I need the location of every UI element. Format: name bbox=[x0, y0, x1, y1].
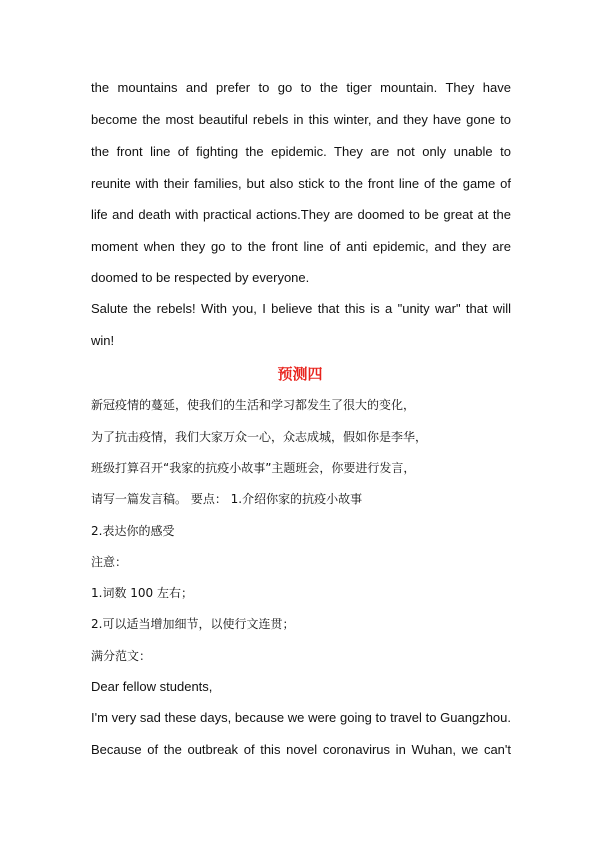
paragraph-line: doomed to be respected by everyone. bbox=[91, 270, 310, 285]
paragraph-line: win! bbox=[91, 333, 115, 348]
prompt-line: 2.可以适当增加细节，以使行文连贯； bbox=[91, 617, 295, 631]
section-heading: 预测四 bbox=[277, 365, 323, 383]
paragraph-line: life and death with practical actions.They are doomed to be great at the bbox=[91, 207, 511, 222]
essay-line: Dear fellow students, bbox=[91, 679, 213, 694]
prompt-line: 请写一篇发言稿。 要点： 1.介绍你家的抗疫小故事 bbox=[91, 492, 363, 506]
prompt-line: 新冠疫情的蔓延，使我们的生活和学习都发生了很大的变化， bbox=[91, 398, 416, 412]
prompt-line: 2.表达你的感受 bbox=[91, 524, 175, 538]
paragraph-line: Salute the rebels! With you, I believe that this is a "unity war" that will bbox=[91, 301, 511, 316]
paragraph-line: the front line of fighting the epidemic. They are not only unable to bbox=[91, 144, 511, 159]
essay-line: Because of the outbreak of this novel coronavirus in Wuhan, we can't bbox=[91, 742, 511, 757]
prompt-line: 为了抗击疫情，我们大家万众一心，众志成城，假如你是李华， bbox=[91, 430, 428, 444]
paragraph-line: the mountains and prefer to go to the tiger mountain. They have bbox=[91, 80, 511, 95]
prompt-line: 注意： bbox=[91, 555, 128, 569]
prompt-line: 1.词数 100 左右； bbox=[91, 586, 193, 600]
paragraph-line: moment when they go to the front line of anti epidemic, and they are bbox=[91, 239, 511, 254]
paragraph-line: reunite with their families, but also stick to the front line of the game of bbox=[91, 176, 511, 191]
paragraph-line: become the most beautiful rebels in this winter, and they have gone to bbox=[91, 112, 511, 127]
prompt-line: 班级打算召开“我家的抗疫小故事”主题班会，你要进行发言， bbox=[91, 461, 416, 475]
prompt-line: 满分范文： bbox=[91, 649, 152, 663]
essay-line: I'm very sad these days, because we were going to travel to Guangzhou. bbox=[91, 710, 511, 725]
